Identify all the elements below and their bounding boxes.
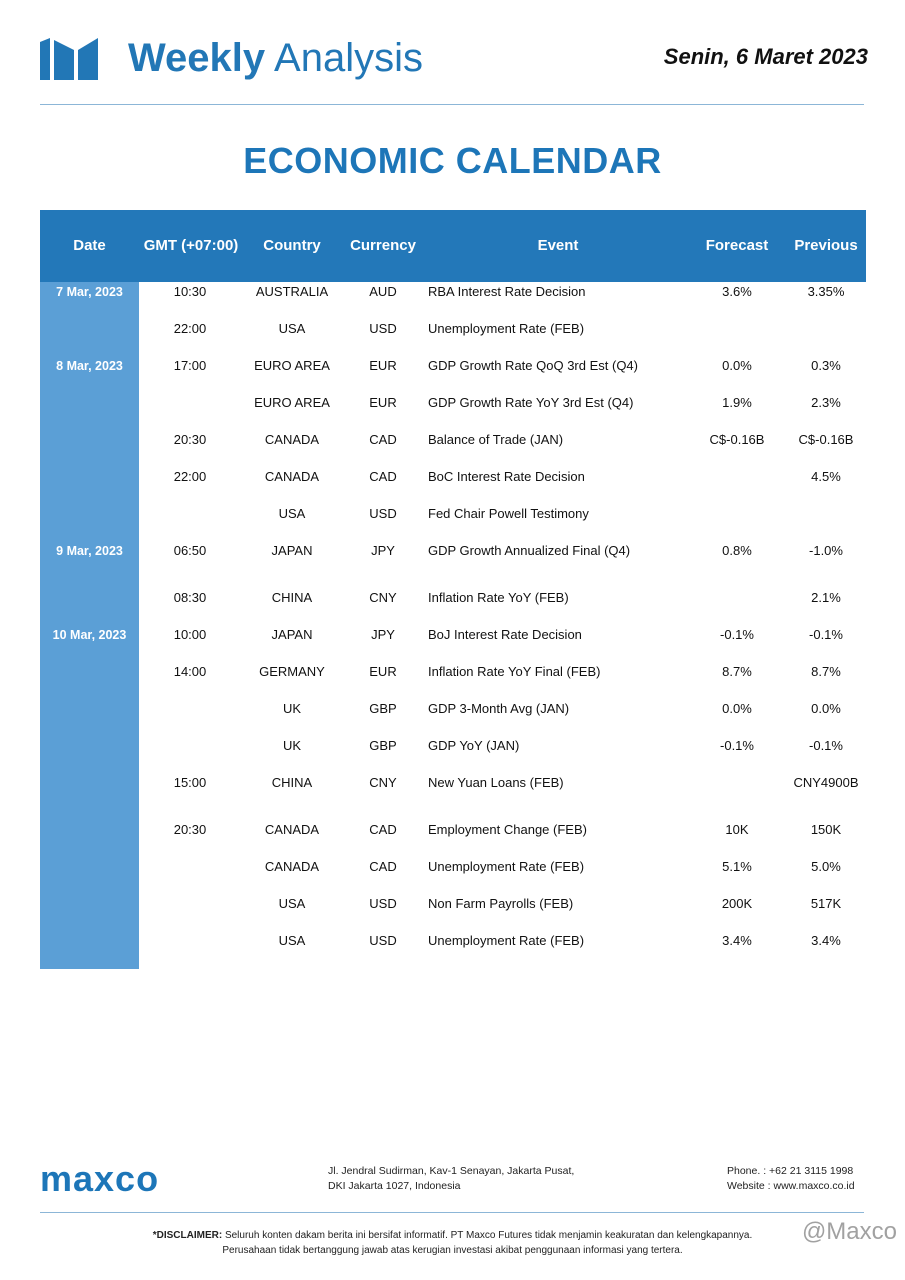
- table-row: [40, 773, 866, 793]
- brand-title: [128, 34, 423, 82]
- row-event: GDP Growth Rate QoQ 3rd Est (Q4): [428, 358, 638, 373]
- row-country: USA: [278, 321, 306, 336]
- row-country: EURO AREA: [254, 358, 330, 373]
- row-forecast: 0.8%: [722, 543, 752, 558]
- row-forecast: 5.1%: [722, 859, 752, 874]
- bar-chart-logo-icon: [40, 36, 98, 80]
- footer-address: [328, 1164, 574, 1194]
- row-country: JAPAN: [271, 543, 313, 558]
- row-country: EURO AREA: [254, 395, 330, 410]
- table-row: [40, 625, 866, 645]
- table-row: [40, 857, 866, 877]
- row-event: GDP YoY (JAN): [428, 738, 520, 753]
- row-forecast: 3.4%: [722, 933, 752, 948]
- column-header-time: GMT (+07:00): [143, 237, 239, 254]
- row-event: Unemployment Rate (FEB): [428, 321, 585, 336]
- row-previous: 8.7%: [811, 664, 841, 679]
- row-previous: 3.35%: [807, 284, 845, 299]
- table-row: [40, 736, 866, 756]
- row-time: 20:30: [173, 822, 207, 837]
- watermark: @Maxco: [801, 1218, 897, 1245]
- address-line-2: DKI Jakarta 1027, Indonesia: [328, 1180, 461, 1192]
- row-currency: EUR: [369, 395, 397, 410]
- table-row: [40, 541, 866, 561]
- row-forecast: 0.0%: [722, 358, 752, 373]
- row-previous: CNY4900B: [793, 775, 859, 790]
- page-title: ECONOMIC CALENDAR: [243, 140, 662, 181]
- row-event: Inflation Rate YoY Final (FEB): [428, 664, 601, 679]
- row-forecast: 1.9%: [722, 395, 752, 410]
- row-currency: USD: [369, 321, 397, 336]
- table-row: [40, 504, 866, 524]
- column-header-event: Event: [537, 237, 579, 254]
- row-country: CANADA: [264, 859, 320, 874]
- table-row: [40, 894, 866, 914]
- table-row: [40, 467, 866, 487]
- row-time: 22:00: [173, 469, 207, 484]
- page-header: [40, 30, 868, 90]
- row-event: BoJ Interest Rate Decision: [428, 627, 582, 642]
- row-time: 15:00: [173, 775, 207, 790]
- row-country: CANADA: [264, 469, 320, 484]
- row-event: Employment Change (FEB): [428, 822, 587, 837]
- table-row: [40, 282, 866, 302]
- row-event: RBA Interest Rate Decision: [428, 284, 586, 299]
- table-row: [40, 430, 866, 450]
- address-line-1: Jl. Jendral Sudirman, Kav-1 Senayan, Jakarta Pusat,: [328, 1165, 575, 1177]
- row-currency: CAD: [369, 859, 397, 874]
- row-previous: 3.4%: [811, 933, 841, 948]
- disclaimer-line-2: Perusahaan tidak bertanggung jawab atas kerugian investasi akibat penggunaan informasi yang tertera.: [222, 1245, 683, 1256]
- header-divider: [40, 104, 864, 105]
- row-date: 7 Mar, 2023: [56, 285, 123, 299]
- column-header-previous: Previous: [794, 237, 858, 254]
- row-currency: EUR: [369, 358, 397, 373]
- row-previous: -0.1%: [809, 738, 843, 753]
- maxco-logo: maxco: [40, 1158, 160, 1199]
- row-time: 14:00: [173, 664, 207, 679]
- row-forecast: -0.1%: [720, 627, 754, 642]
- row-forecast: 10K: [725, 822, 749, 837]
- row-event: GDP Growth Rate YoY 3rd Est (Q4): [428, 395, 634, 410]
- row-previous: C$-0.16B: [798, 432, 854, 447]
- row-time: 17:00: [173, 358, 207, 373]
- disclaimer-line-1: Seluruh konten dakam berita ini bersifat informatif. PT Maxco Futures tidak menjamin keakuratan dan kelengkapannya.: [224, 1230, 753, 1241]
- row-date: 8 Mar, 2023: [56, 359, 123, 373]
- row-previous: 150K: [810, 822, 842, 837]
- row-event: Unemployment Rate (FEB): [428, 933, 585, 948]
- report-date: Senin, 6 Maret 2023: [663, 44, 868, 69]
- row-currency: GBP: [369, 738, 397, 753]
- row-date: 10 Mar, 2023: [52, 628, 127, 642]
- footer-contact: [727, 1164, 855, 1194]
- table-row: [40, 588, 866, 608]
- row-time: 06:50: [173, 543, 207, 558]
- table-header: [40, 210, 866, 282]
- row-previous: 0.3%: [811, 358, 841, 373]
- column-header-country: Country: [263, 237, 321, 254]
- table-row: [40, 699, 866, 719]
- column-header-forecast: Forecast: [705, 237, 769, 254]
- table-row: [40, 356, 866, 376]
- row-country: CHINA: [271, 590, 313, 605]
- row-currency: USD: [369, 896, 397, 911]
- row-previous: -1.0%: [809, 543, 843, 558]
- row-country: CHINA: [271, 775, 313, 790]
- row-country: UK: [282, 701, 302, 716]
- column-header-currency: Currency: [350, 237, 416, 254]
- row-currency: USD: [369, 933, 397, 948]
- row-event: Fed Chair Powell Testimony: [428, 506, 589, 521]
- table-row: [40, 820, 866, 840]
- row-currency: USD: [369, 506, 397, 521]
- row-previous: 517K: [810, 896, 842, 911]
- row-time: 10:30: [173, 284, 207, 299]
- footer-divider: [40, 1212, 864, 1213]
- brand-title-bold: Weekly: [128, 36, 266, 80]
- row-currency: CNY: [369, 590, 397, 605]
- row-previous: -0.1%: [809, 627, 843, 642]
- row-country: USA: [278, 506, 306, 521]
- row-country: CANADA: [264, 432, 320, 447]
- brand-title-light: Analysis: [274, 36, 423, 80]
- row-currency: CNY: [369, 775, 397, 790]
- row-time: 10:00: [173, 627, 207, 642]
- row-country: USA: [278, 896, 306, 911]
- row-previous: 5.0%: [811, 859, 841, 874]
- row-currency: CAD: [369, 432, 397, 447]
- table-row: [40, 662, 866, 682]
- row-country: USA: [278, 933, 306, 948]
- row-previous: 4.5%: [811, 469, 841, 484]
- row-country: UK: [282, 738, 302, 753]
- row-forecast: 0.0%: [722, 701, 752, 716]
- row-time: 08:30: [173, 590, 207, 605]
- row-currency: GBP: [369, 701, 397, 716]
- table-row: [40, 393, 866, 413]
- row-event: Inflation Rate YoY (FEB): [428, 590, 569, 605]
- row-currency: JPY: [371, 543, 395, 558]
- column-header-date: Date: [73, 237, 106, 254]
- row-country: JAPAN: [271, 627, 313, 642]
- row-forecast: 200K: [721, 896, 753, 911]
- website-text: Website : www.maxco.co.id: [727, 1180, 855, 1192]
- row-previous: 0.0%: [811, 701, 841, 716]
- row-forecast: 8.7%: [722, 664, 752, 679]
- row-forecast: 3.6%: [722, 284, 752, 299]
- row-event: GDP 3-Month Avg (JAN): [428, 701, 570, 716]
- row-time: 20:30: [173, 432, 207, 447]
- disclaimer-label: *DISCLAIMER:: [152, 1230, 223, 1241]
- row-previous: 2.1%: [811, 590, 841, 605]
- row-event: Balance of Trade (JAN): [428, 432, 564, 447]
- row-event: GDP Growth Annualized Final (Q4): [428, 543, 631, 558]
- row-country: CANADA: [264, 822, 320, 837]
- row-time: 22:00: [173, 321, 207, 336]
- row-previous: 2.3%: [811, 395, 841, 410]
- row-event: BoC Interest Rate Decision: [428, 469, 585, 484]
- disclaimer: [0, 1228, 905, 1258]
- row-currency: CAD: [369, 822, 397, 837]
- phone-text: Phone. : +62 21 3115 1998: [727, 1165, 854, 1177]
- row-country: GERMANY: [259, 664, 325, 679]
- row-date: 9 Mar, 2023: [56, 544, 123, 558]
- row-currency: CAD: [369, 469, 397, 484]
- row-currency: JPY: [371, 627, 395, 642]
- row-event: Non Farm Payrolls (FEB): [428, 896, 574, 911]
- row-forecast: -0.1%: [720, 738, 754, 753]
- row-forecast: C$-0.16B: [709, 432, 765, 447]
- row-currency: AUD: [369, 284, 397, 299]
- row-event: Unemployment Rate (FEB): [428, 859, 585, 874]
- row-country: AUSTRALIA: [255, 284, 329, 299]
- row-currency: EUR: [369, 664, 397, 679]
- table-row: [40, 319, 866, 339]
- row-event: New Yuan Loans (FEB): [428, 775, 564, 790]
- table-row: [40, 931, 866, 951]
